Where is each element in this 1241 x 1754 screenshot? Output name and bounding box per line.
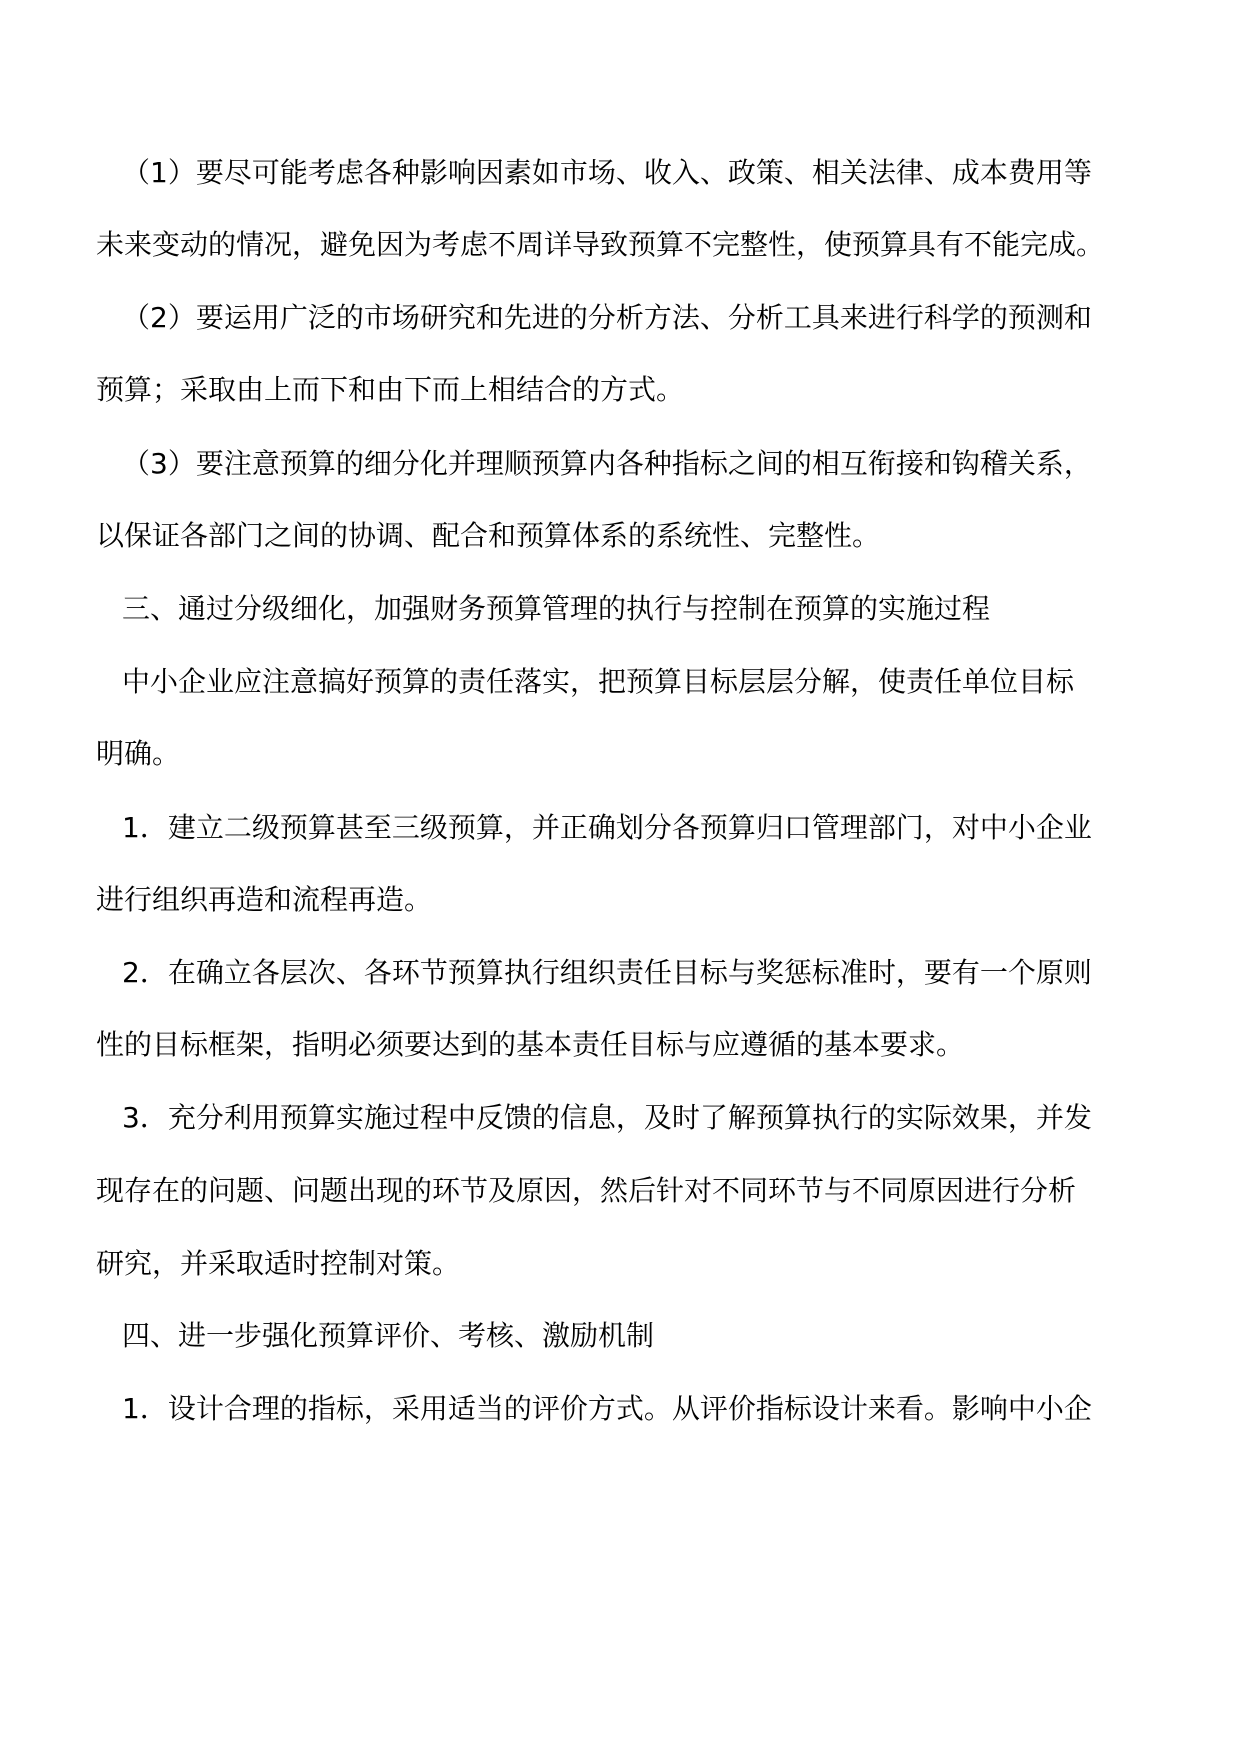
text-line: 3．充分利用预算实施过程中反馈的信息，及时了解预算执行的实际效果，并发 (122, 1101, 1092, 1134)
text-line: 1．设计合理的指标，采用适当的评价方式。从评价指标设计来看。影响中小企 (122, 1392, 1092, 1425)
text-line: （1）要尽可能考虑各种影响因素如市场、收入、政策、相关法律、成本费用等 (122, 156, 1092, 189)
text-line: 未来变动的情况，避免因为考虑不周详导致预算不完整性，使预算具有不能完成。 (96, 228, 1105, 261)
text-line: 预算；采取由上而下和由下而上相结合的方式。 (96, 373, 685, 406)
text-line: 中小企业应注意搞好预算的责任落实，把预算目标层层分解，使责任单位目标 (122, 665, 1075, 698)
text-line: 四、进一步强化预算评价、考核、激励机制 (122, 1319, 655, 1352)
text-line: 明确。 (96, 737, 181, 770)
text-line: 现存在的问题、问题出现的环节及原因，然后针对不同环节与不同原因进行分析 (96, 1174, 1077, 1207)
text-line: 性的目标框架，指明必须要达到的基本责任目标与应遵循的基本要求。 (96, 1028, 965, 1061)
text-line: 研究，并采取适时控制对策。 (96, 1247, 461, 1280)
text-line: 1．建立二级预算甚至三级预算，并正确划分各预算归口管理部门，对中小企业 (122, 811, 1092, 844)
text-line: （3）要注意预算的细分化并理顺预算内各种指标之间的相互衔接和钩稽关系， (122, 447, 1092, 480)
text-line: 进行组织再造和流程再造。 (96, 883, 433, 916)
text-line: 2．在确立各层次、各环节预算执行组织责任目标与奖惩标准时，要有一个原则 (122, 956, 1092, 989)
text-line: 以保证各部门之间的协调、配合和预算体系的系统性、完整性。 (96, 519, 881, 552)
text-line: （2）要运用广泛的市场研究和先进的分析方法、分析工具来进行科学的预测和 (122, 301, 1092, 334)
text-line: 三、通过分级细化，加强财务预算管理的执行与控制在预算的实施过程 (122, 592, 991, 625)
